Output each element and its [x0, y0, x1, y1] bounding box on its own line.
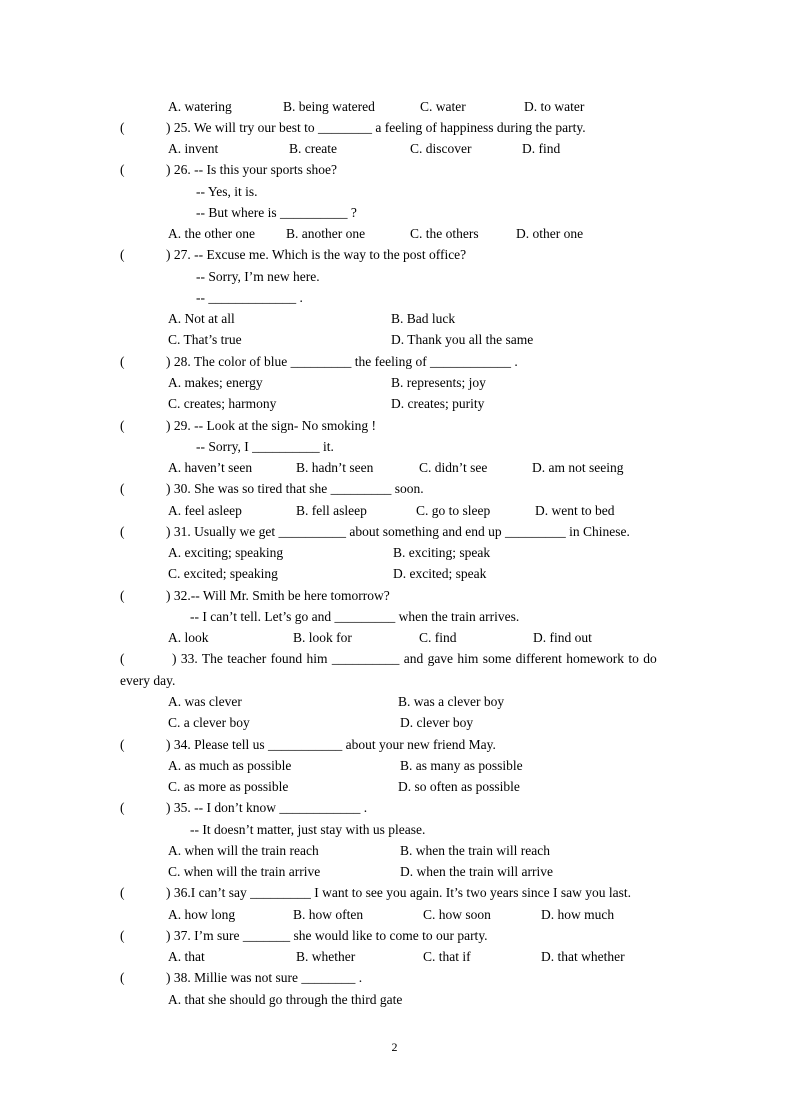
- page-number: 2: [391, 1040, 398, 1054]
- option-text: C. water: [420, 99, 466, 114]
- answer-paren: (: [120, 928, 125, 943]
- option-text: B. hadn’t seen: [296, 460, 374, 475]
- option-text: A. that she should go through the third gate: [168, 992, 403, 1007]
- option-text: A. Not at all: [168, 311, 235, 326]
- answer-paren: (: [120, 247, 125, 262]
- question-stem: ) 33. The teacher found him __________ and gave him some different homework to do: [172, 651, 657, 666]
- answer-paren: (: [120, 885, 125, 900]
- question-stem: ) 38. Millie was not sure ________ .: [166, 970, 363, 985]
- question-stem-continued: every day.: [120, 673, 176, 688]
- option-text: C. excited; speaking: [168, 566, 278, 581]
- option-text: C. as more as possible: [168, 779, 289, 794]
- dialogue-line: -- But where is __________ ?: [196, 205, 357, 220]
- question-stem: ) 32.-- Will Mr. Smith be here tomorrow?: [166, 588, 390, 603]
- question-stem: ) 35. -- I don’t know ____________ .: [166, 800, 368, 815]
- option-text: B. Bad luck: [391, 311, 456, 326]
- option-text: D. other one: [516, 226, 584, 241]
- answer-paren: (: [120, 418, 125, 433]
- question-stem: ) 34. Please tell us ___________ about your new friend May.: [166, 737, 496, 752]
- option-text: B. being watered: [283, 99, 375, 114]
- option-text: A. haven’t seen: [168, 460, 253, 475]
- option-text: C. didn’t see: [419, 460, 488, 475]
- option-text: B. when the train will reach: [400, 843, 550, 858]
- dialogue-line: -- _____________ .: [196, 290, 303, 305]
- dialogue-line: -- Sorry, I __________ it.: [196, 439, 334, 454]
- option-text: B. as many as possible: [400, 758, 523, 773]
- option-text: D. that whether: [541, 949, 625, 964]
- answer-paren: (: [120, 800, 125, 815]
- answer-paren: (: [120, 120, 125, 135]
- option-text: C. discover: [410, 141, 472, 156]
- option-text: B. look for: [293, 630, 352, 645]
- option-text: D. creates; purity: [391, 396, 485, 411]
- option-text: D. went to bed: [535, 503, 615, 518]
- option-text: B. exciting; speak: [393, 545, 491, 560]
- option-text: A. that: [168, 949, 205, 964]
- option-text: C. a clever boy: [168, 715, 250, 730]
- dialogue-line: -- Sorry, I’m new here.: [196, 269, 320, 284]
- option-text: A. was clever: [168, 694, 242, 709]
- option-text: D. excited; speak: [393, 566, 487, 581]
- option-text: A. how long: [168, 907, 236, 922]
- question-stem: ) 37. I’m sure _______ she would like to come to our party.: [166, 928, 488, 943]
- option-text: B. represents; joy: [391, 375, 486, 390]
- dialogue-line: -- Yes, it is.: [196, 184, 258, 199]
- option-text: A. look: [168, 630, 209, 645]
- question-stem: ) 25. We will try our best to ________ a feeling of happiness during the party.: [166, 120, 586, 135]
- option-text: C. creates; harmony: [168, 396, 277, 411]
- option-text: C. go to sleep: [416, 503, 491, 518]
- option-text: A. when will the train reach: [168, 843, 319, 858]
- answer-paren: (: [120, 737, 125, 752]
- answer-paren: (: [120, 354, 125, 369]
- option-text: A. watering: [168, 99, 232, 114]
- question-stem: ) 31. Usually we get __________ about something and end up _________ in Chinese.: [166, 524, 630, 539]
- answer-paren: (: [120, 524, 125, 539]
- answer-paren: (: [120, 162, 125, 177]
- option-text: B. create: [289, 141, 337, 156]
- dialogue-line: -- It doesn’t matter, just stay with us please.: [190, 822, 426, 837]
- option-text: C. find: [419, 630, 457, 645]
- dialogue-line: -- I can’t tell. Let’s go and _________ when the train arrives.: [190, 609, 520, 624]
- option-text: D. so often as possible: [398, 779, 520, 794]
- question-stem: ) 26. -- Is this your sports shoe?: [166, 162, 337, 177]
- option-text: D. clever boy: [400, 715, 474, 730]
- option-text: A. exciting; speaking: [168, 545, 284, 560]
- option-text: C. when will the train arrive: [168, 864, 321, 879]
- option-text: B. was a clever boy: [398, 694, 505, 709]
- option-text: A. as much as possible: [168, 758, 292, 773]
- option-text: D. Thank you all the same: [391, 332, 534, 347]
- option-text: B. whether: [296, 949, 356, 964]
- answer-paren: (: [120, 588, 125, 603]
- question-stem: ) 27. -- Excuse me. Which is the way to the post office?: [166, 247, 467, 262]
- option-text: D. when the train will arrive: [400, 864, 553, 879]
- option-text: C. that if: [423, 949, 471, 964]
- option-text: C. the others: [410, 226, 479, 241]
- option-text: D. find: [522, 141, 561, 156]
- option-text: B. fell asleep: [296, 503, 367, 518]
- option-text: B. how often: [293, 907, 364, 922]
- option-text: C. That’s true: [168, 332, 242, 347]
- question-stem: ) 29. -- Look at the sign- No smoking !: [166, 418, 376, 433]
- option-text: C. how soon: [423, 907, 491, 922]
- option-text: A. makes; energy: [168, 375, 263, 390]
- question-stem: ) 28. The color of blue _________ the feeling of ____________ .: [166, 354, 518, 369]
- option-text: B. another one: [286, 226, 366, 241]
- option-text: D. to water: [524, 99, 585, 114]
- option-text: D. find out: [533, 630, 592, 645]
- answer-paren: (: [120, 970, 125, 985]
- question-stem: ) 36.I can’t say _________ I want to see you again. It’s two years since I saw you last.: [166, 885, 632, 900]
- option-text: A. the other one: [168, 226, 255, 241]
- question-stem: ) 30. She was so tired that she _________ soon.: [166, 481, 424, 496]
- option-text: D. how much: [541, 907, 615, 922]
- option-text: A. invent: [168, 141, 219, 156]
- answer-paren: (: [120, 481, 125, 496]
- option-text: D. am not seeing: [532, 460, 624, 475]
- option-text: A. feel asleep: [168, 503, 242, 518]
- answer-paren: (: [120, 651, 125, 666]
